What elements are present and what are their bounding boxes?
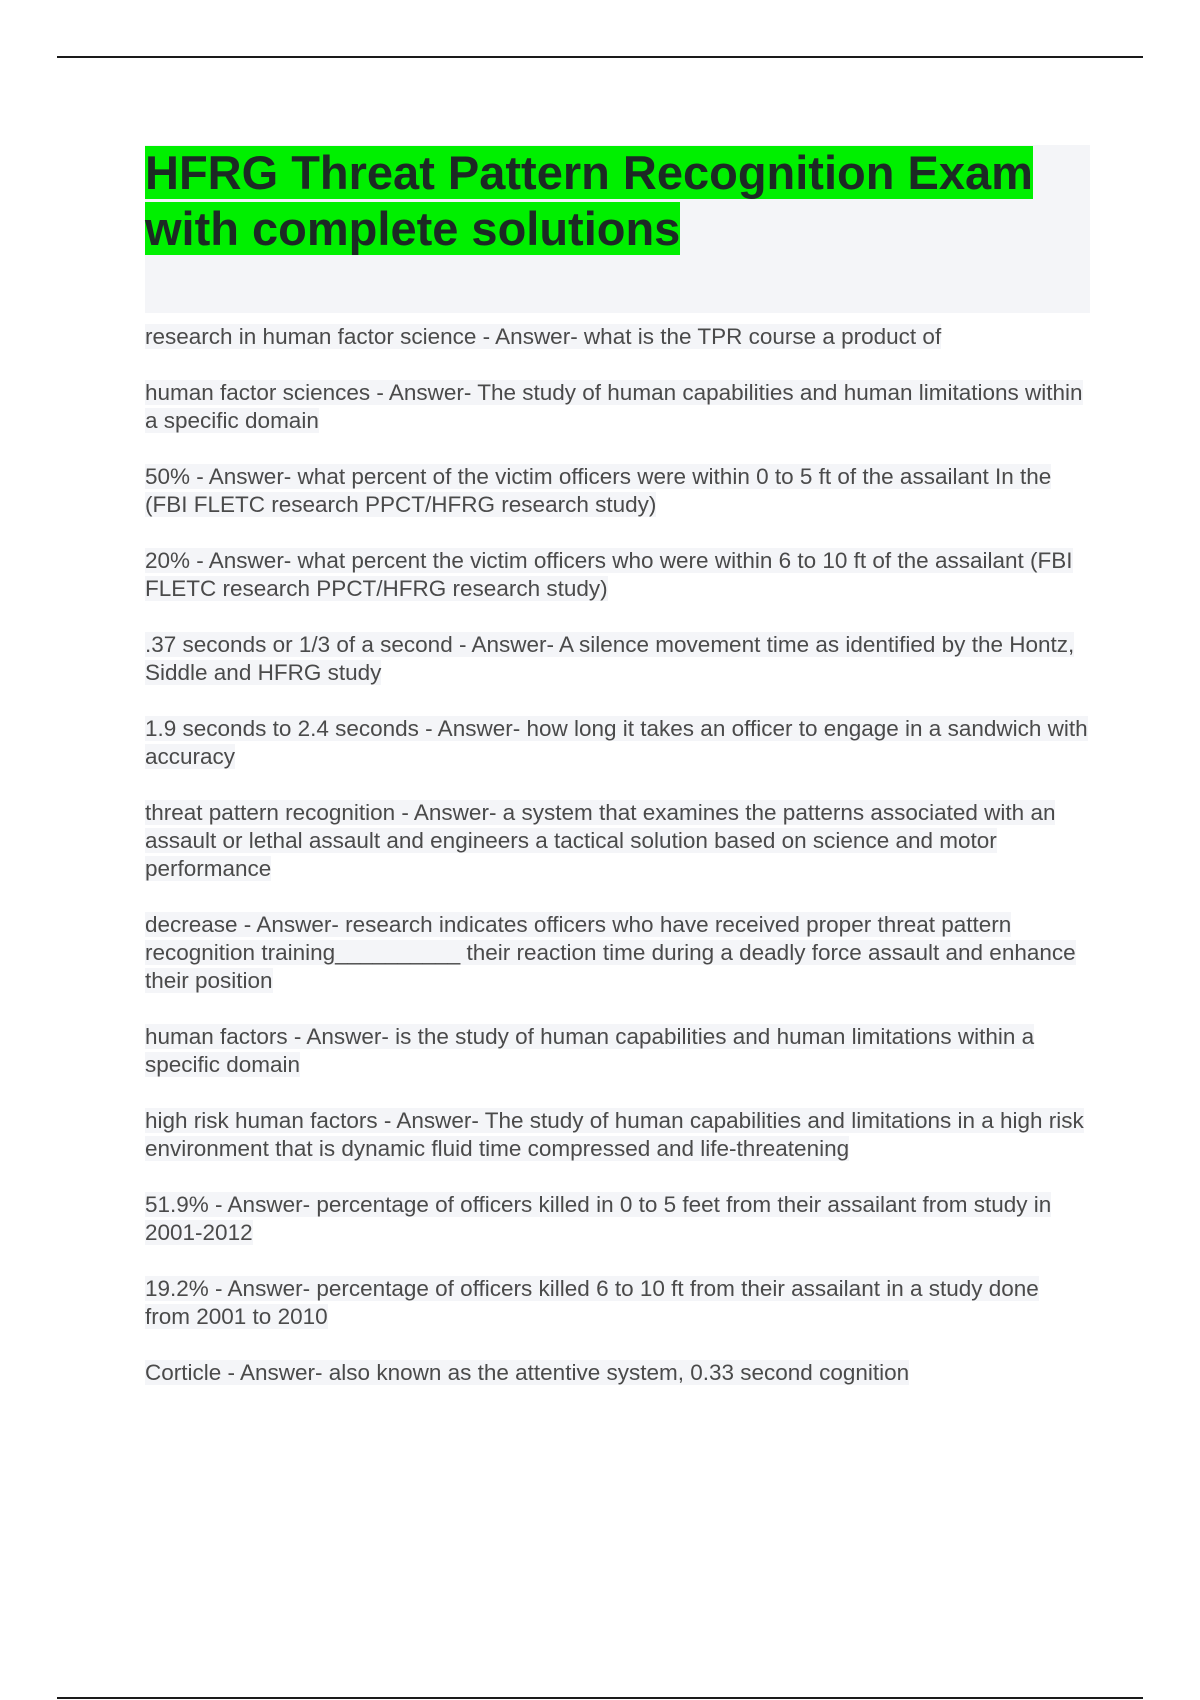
qa-item-text: 51.9% - Answer- percentage of officers killed in 0 to 5 feet from their assailant from study in 2001-2012 — [145, 1192, 1052, 1245]
qa-item-text: human factor sciences - Answer- The study of human capabilities and human limitations within a specific domain — [145, 380, 1083, 433]
qa-item-text: research in human factor science - Answer- what is the TPR course a product of — [145, 324, 942, 349]
qa-item-text: 20% - Answer- what percent the victim officers who were within 6 to 10 ft of the assailant (FBI FLETC research PPCT/HFRG research study) — [145, 548, 1073, 601]
qa-item-text: decrease - Answer- research indicates officers who have received proper threat pattern recognition training__________ their reaction time during a deadly force assault and enhance their position — [145, 912, 1076, 993]
document-body — [145, 145, 1090, 1415]
qa-item — [145, 1191, 1090, 1247]
qa-item-text: 19.2% - Answer- percentage of officers killed 6 to 10 ft from their assailant in a study done from 2001 to 2010 — [145, 1276, 1039, 1329]
qa-item — [145, 715, 1090, 771]
qa-item-text: human factors - Answer- is the study of human capabilities and human limitations within a specific domain — [145, 1024, 1035, 1077]
qa-item — [145, 1359, 1090, 1387]
title-block — [145, 145, 1090, 313]
qa-item — [145, 323, 1090, 351]
qa-item-text: 50% - Answer- what percent of the victim officers were within 0 to 5 ft of the assailant In the (FBI FLETC research PPCT/HFRG research study) — [145, 464, 1052, 517]
document-title: HFRG Threat Pattern Recognition Exam with complete solutions — [145, 146, 1033, 255]
qa-item — [145, 1275, 1090, 1331]
qa-item — [145, 379, 1090, 435]
qa-item — [145, 799, 1090, 883]
qa-list — [145, 323, 1090, 1387]
qa-item-text: Corticle - Answer- also known as the attentive system, 0.33 second cognition — [145, 1360, 910, 1385]
qa-item-text: 1.9 seconds to 2.4 seconds - Answer- how long it takes an officer to engage in a sandwich with accuracy — [145, 716, 1088, 769]
qa-item — [145, 631, 1090, 687]
qa-item-text: threat pattern recognition - Answer- a system that examines the patterns associated with an assault or lethal assault and engineers a tactical solution based on science and motor performance — [145, 800, 1056, 881]
top-rule — [57, 56, 1143, 58]
qa-item-text: .37 seconds or 1/3 of a second - Answer- A silence movement time as identified by the Hontz, Siddle and HFRG study — [145, 632, 1075, 685]
qa-item — [145, 1107, 1090, 1163]
qa-item — [145, 547, 1090, 603]
qa-item — [145, 1023, 1090, 1079]
qa-item-text: high risk human factors - Answer- The study of human capabilities and limitations in a high risk environment that is dynamic fluid time compressed and life-threatening — [145, 1108, 1084, 1161]
qa-item — [145, 911, 1090, 995]
bottom-rule — [57, 1697, 1143, 1699]
qa-item — [145, 463, 1090, 519]
